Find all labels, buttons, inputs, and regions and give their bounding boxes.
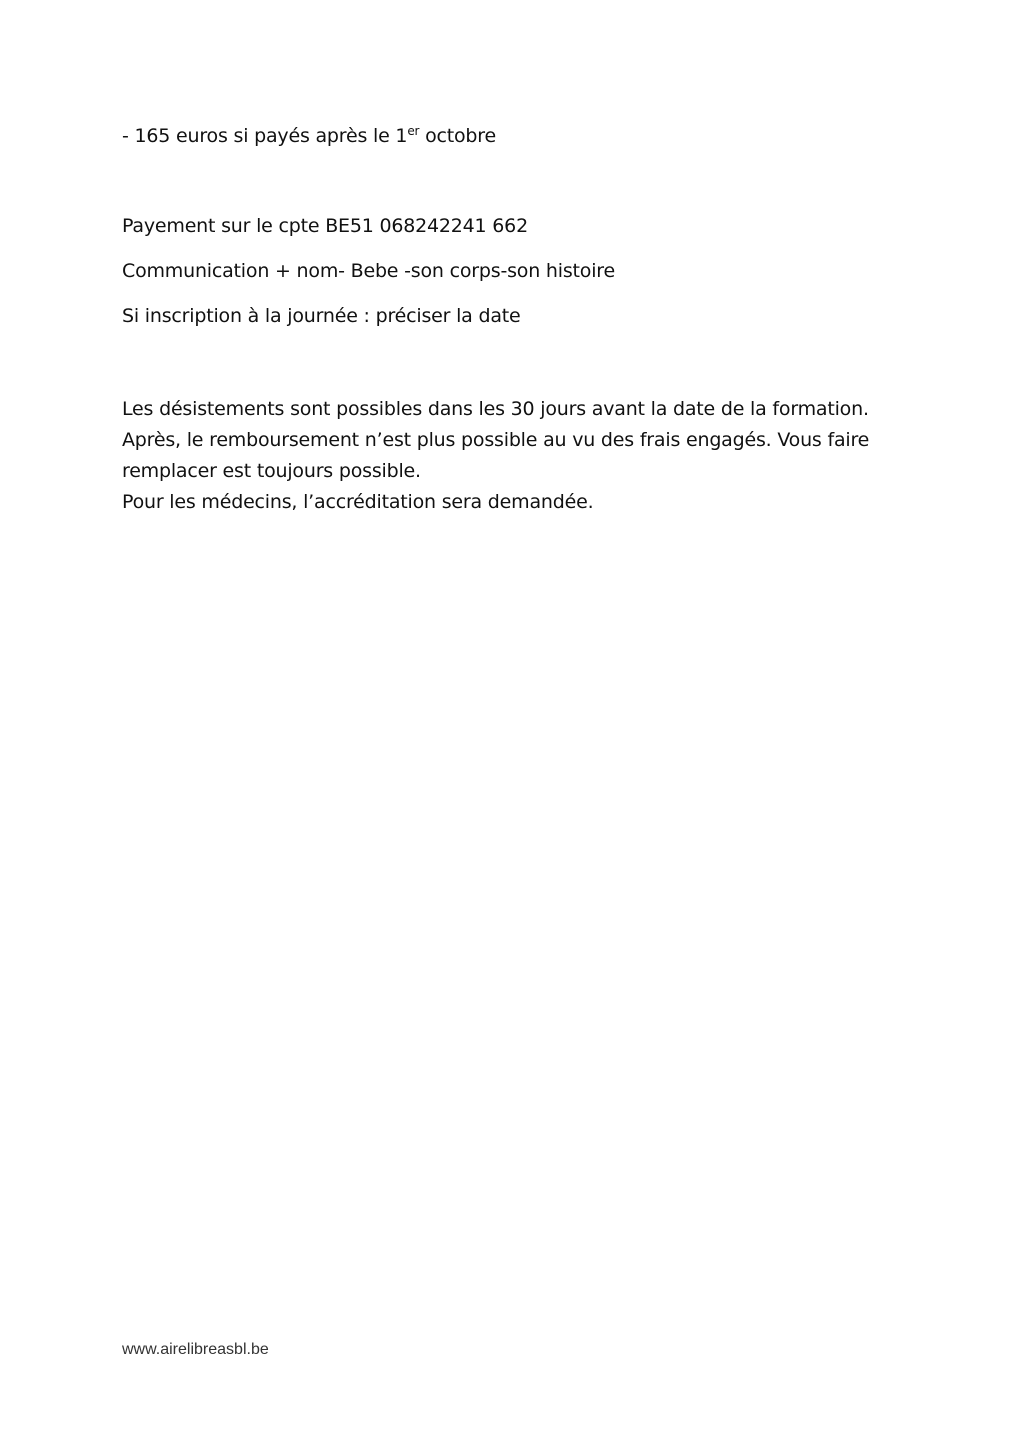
paragraph-line: Après, le remboursement n’est plus possible au vu des frais engagés. Vous faire [122, 429, 870, 451]
price-suffix: octobre [419, 125, 496, 147]
ordinal-superscript: er [407, 124, 420, 138]
paragraph-line: Les désistements sont possibles dans les 30 jours avant la date de la formation. [122, 398, 869, 420]
communication-line: Communication + nom- Bebe -son corps-son histoire [122, 260, 615, 282]
paragraph-line: Pour les médecins, l’accréditation sera demandée. [122, 491, 594, 513]
price-text: - 165 euros si payés après le 1 [122, 125, 408, 147]
footer-website: www.airelibreasbl.be [122, 1341, 269, 1358]
day-registration-line: Si inscription à la journée : préciser la date [122, 305, 521, 327]
price-line [122, 124, 496, 148]
cancellation-paragraph [122, 394, 922, 518]
payment-account-line: Payement sur le cpte BE51 068242241 662 [122, 215, 528, 237]
paragraph-line: remplacer est toujours possible. [122, 460, 421, 482]
